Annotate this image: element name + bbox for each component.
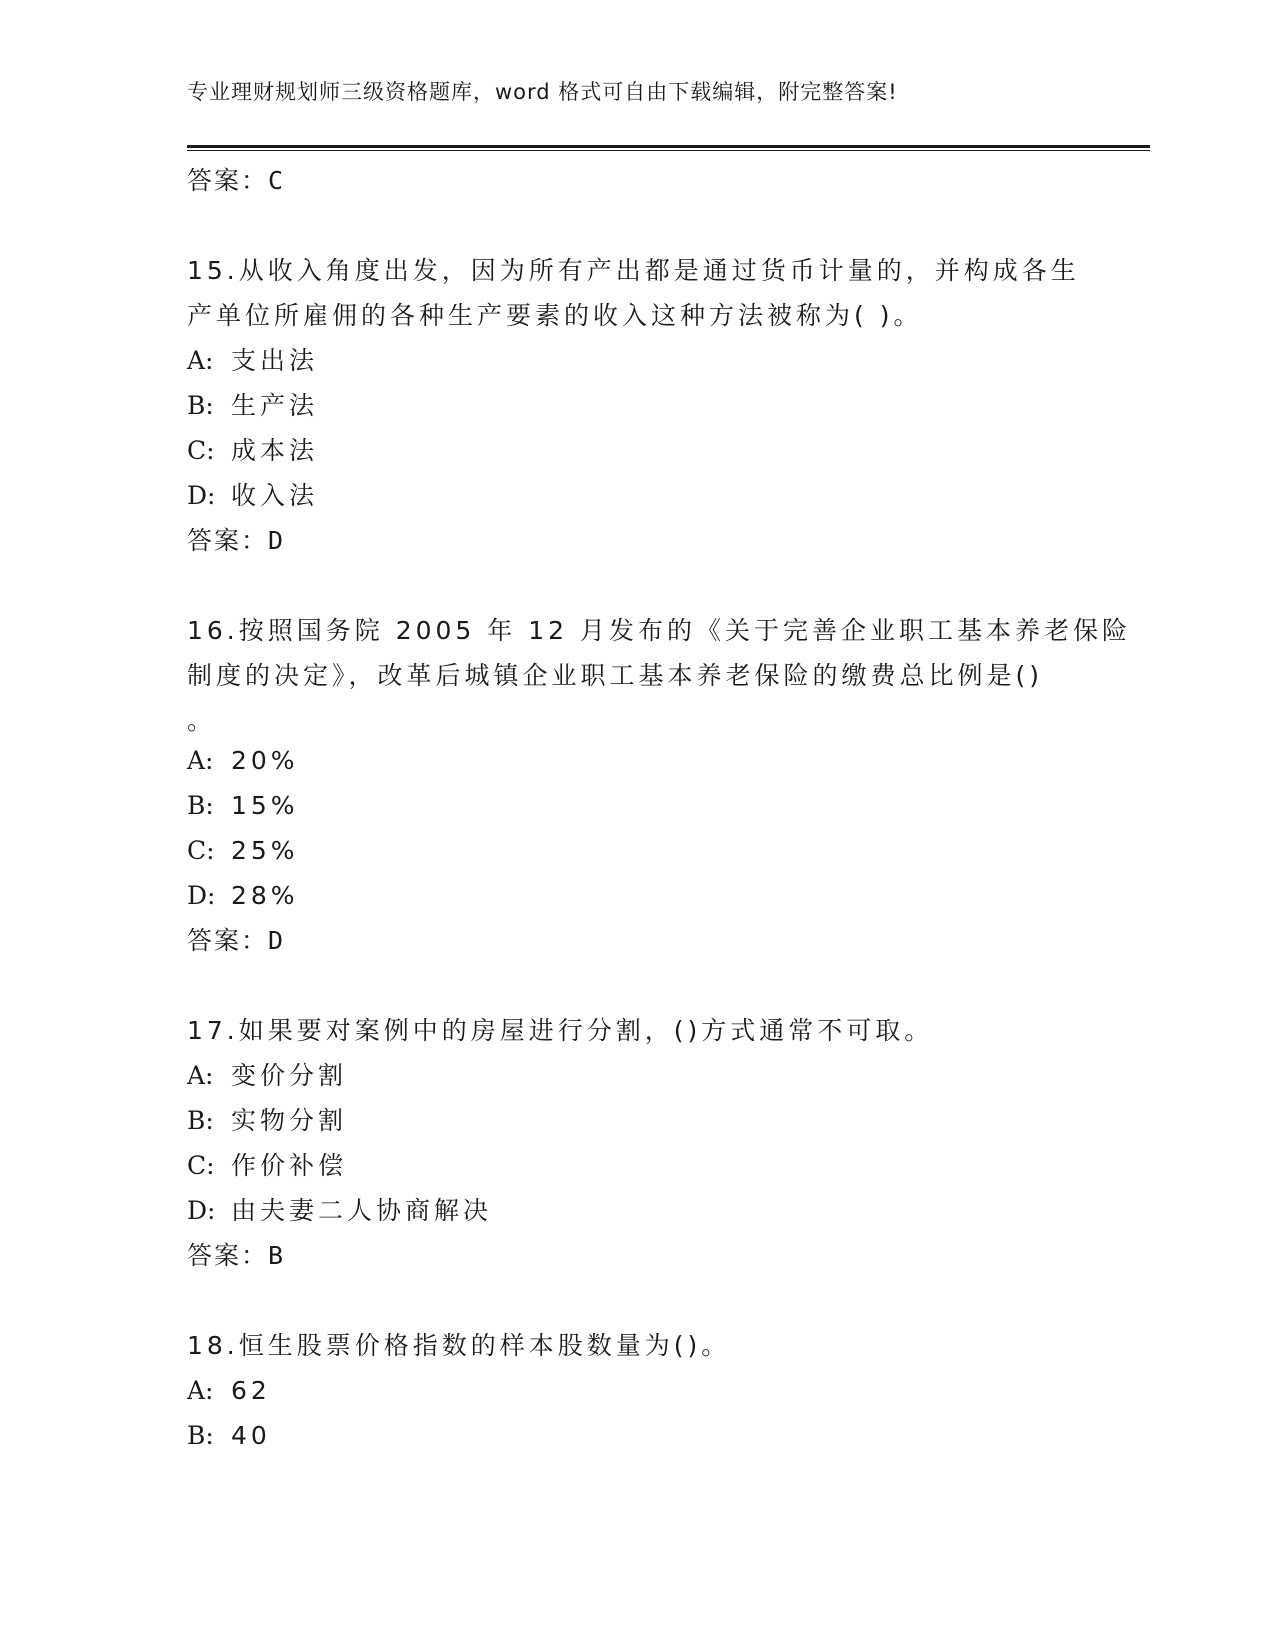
option-letter: B: bbox=[187, 791, 214, 820]
answer-line bbox=[187, 518, 1087, 563]
header-divider-thick bbox=[187, 145, 1150, 148]
question-text-line: 16.按照国务院 2005 年 12 月发布的《关于完善企业职工基本养老保险 bbox=[187, 616, 1131, 645]
option-text: 15% bbox=[231, 791, 299, 820]
answer-line bbox=[187, 918, 1087, 963]
option-letter: C: bbox=[187, 1151, 215, 1180]
answer-label: 答案： bbox=[187, 526, 269, 555]
question-block bbox=[187, 1323, 1087, 1458]
option-letter: A: bbox=[187, 746, 214, 775]
answer-value: D bbox=[268, 926, 286, 955]
page-header-title: 专业理财规划师三级资格题库，word 格式可自由下载编辑，附完整答案! bbox=[187, 80, 898, 104]
option-text: 生产法 bbox=[231, 391, 319, 420]
option-text: 20% bbox=[231, 746, 299, 775]
answer-option bbox=[187, 783, 1087, 828]
option-letter: A: bbox=[187, 1061, 214, 1090]
question-block bbox=[187, 248, 1087, 563]
answer-line bbox=[187, 1233, 1087, 1278]
block-spacer bbox=[187, 203, 1087, 248]
answer-option bbox=[187, 1143, 1087, 1188]
answer-option bbox=[187, 1368, 1087, 1413]
option-text: 支出法 bbox=[231, 346, 319, 375]
option-letter: B: bbox=[187, 391, 214, 420]
option-letter: D: bbox=[187, 1196, 216, 1225]
option-text: 28% bbox=[231, 881, 299, 910]
answer-option bbox=[187, 1188, 1087, 1233]
answer-option bbox=[187, 738, 1087, 783]
option-letter: A: bbox=[187, 346, 214, 375]
answer-value: D bbox=[268, 526, 286, 555]
answer-value: B bbox=[268, 1241, 286, 1270]
option-text: 变价分割 bbox=[231, 1061, 348, 1090]
answer-option bbox=[187, 828, 1087, 873]
answer-option bbox=[187, 1413, 1087, 1458]
answer-option bbox=[187, 473, 1087, 518]
option-letter: D: bbox=[187, 881, 216, 910]
option-letter: B: bbox=[187, 1421, 214, 1450]
option-text: 成本法 bbox=[231, 436, 319, 465]
block-spacer bbox=[187, 1278, 1087, 1323]
answer-label: 答案： bbox=[187, 166, 269, 195]
option-letter: C: bbox=[187, 436, 215, 465]
block-spacer bbox=[187, 563, 1087, 608]
answer-option bbox=[187, 873, 1087, 918]
option-letter: B: bbox=[187, 1106, 214, 1135]
block-spacer bbox=[187, 963, 1087, 1008]
answer-option bbox=[187, 428, 1087, 473]
question-text-line: 15.从收入角度出发，因为所有产出都是通过货币计量的，并构成各生 bbox=[187, 256, 1080, 285]
answer-option bbox=[187, 338, 1087, 383]
question-block bbox=[187, 608, 1131, 963]
option-text: 40 bbox=[231, 1421, 271, 1450]
option-text: 作价补偿 bbox=[231, 1151, 348, 1180]
option-letter: C: bbox=[187, 836, 215, 865]
option-text: 62 bbox=[231, 1376, 271, 1405]
answer-option bbox=[187, 1098, 1087, 1143]
option-text: 实物分割 bbox=[231, 1106, 348, 1135]
question-block bbox=[187, 1008, 1087, 1278]
question-list bbox=[187, 158, 1131, 1458]
answer-label: 答案： bbox=[187, 926, 269, 955]
answer-option bbox=[187, 1053, 1087, 1098]
option-text: 由夫妻二人协商解决 bbox=[231, 1196, 493, 1225]
question-text-line: 18.恒生股票价格指数的样本股数量为()。 bbox=[187, 1331, 731, 1360]
question-text-line: 。 bbox=[187, 706, 217, 735]
option-text: 收入法 bbox=[231, 481, 319, 510]
answer-option bbox=[187, 383, 1087, 428]
option-text: 25% bbox=[231, 836, 299, 865]
question-text-line: 17.如果要对案例中的房屋进行分割，()方式通常不可取。 bbox=[187, 1016, 934, 1045]
answer-value: C bbox=[268, 166, 286, 195]
answer-label: 答案： bbox=[187, 1241, 269, 1270]
question-text-line: 产单位所雇佣的各种生产要素的收入这种方法被称为( )。 bbox=[187, 301, 923, 330]
option-letter: A: bbox=[187, 1376, 214, 1405]
option-letter: D: bbox=[187, 481, 216, 510]
question-text-line: 制度的决定》，改革后城镇企业职工基本养老保险的缴费总比例是() bbox=[187, 661, 1044, 690]
header-divider-thin bbox=[187, 150, 1150, 151]
answer-line bbox=[187, 158, 1087, 203]
